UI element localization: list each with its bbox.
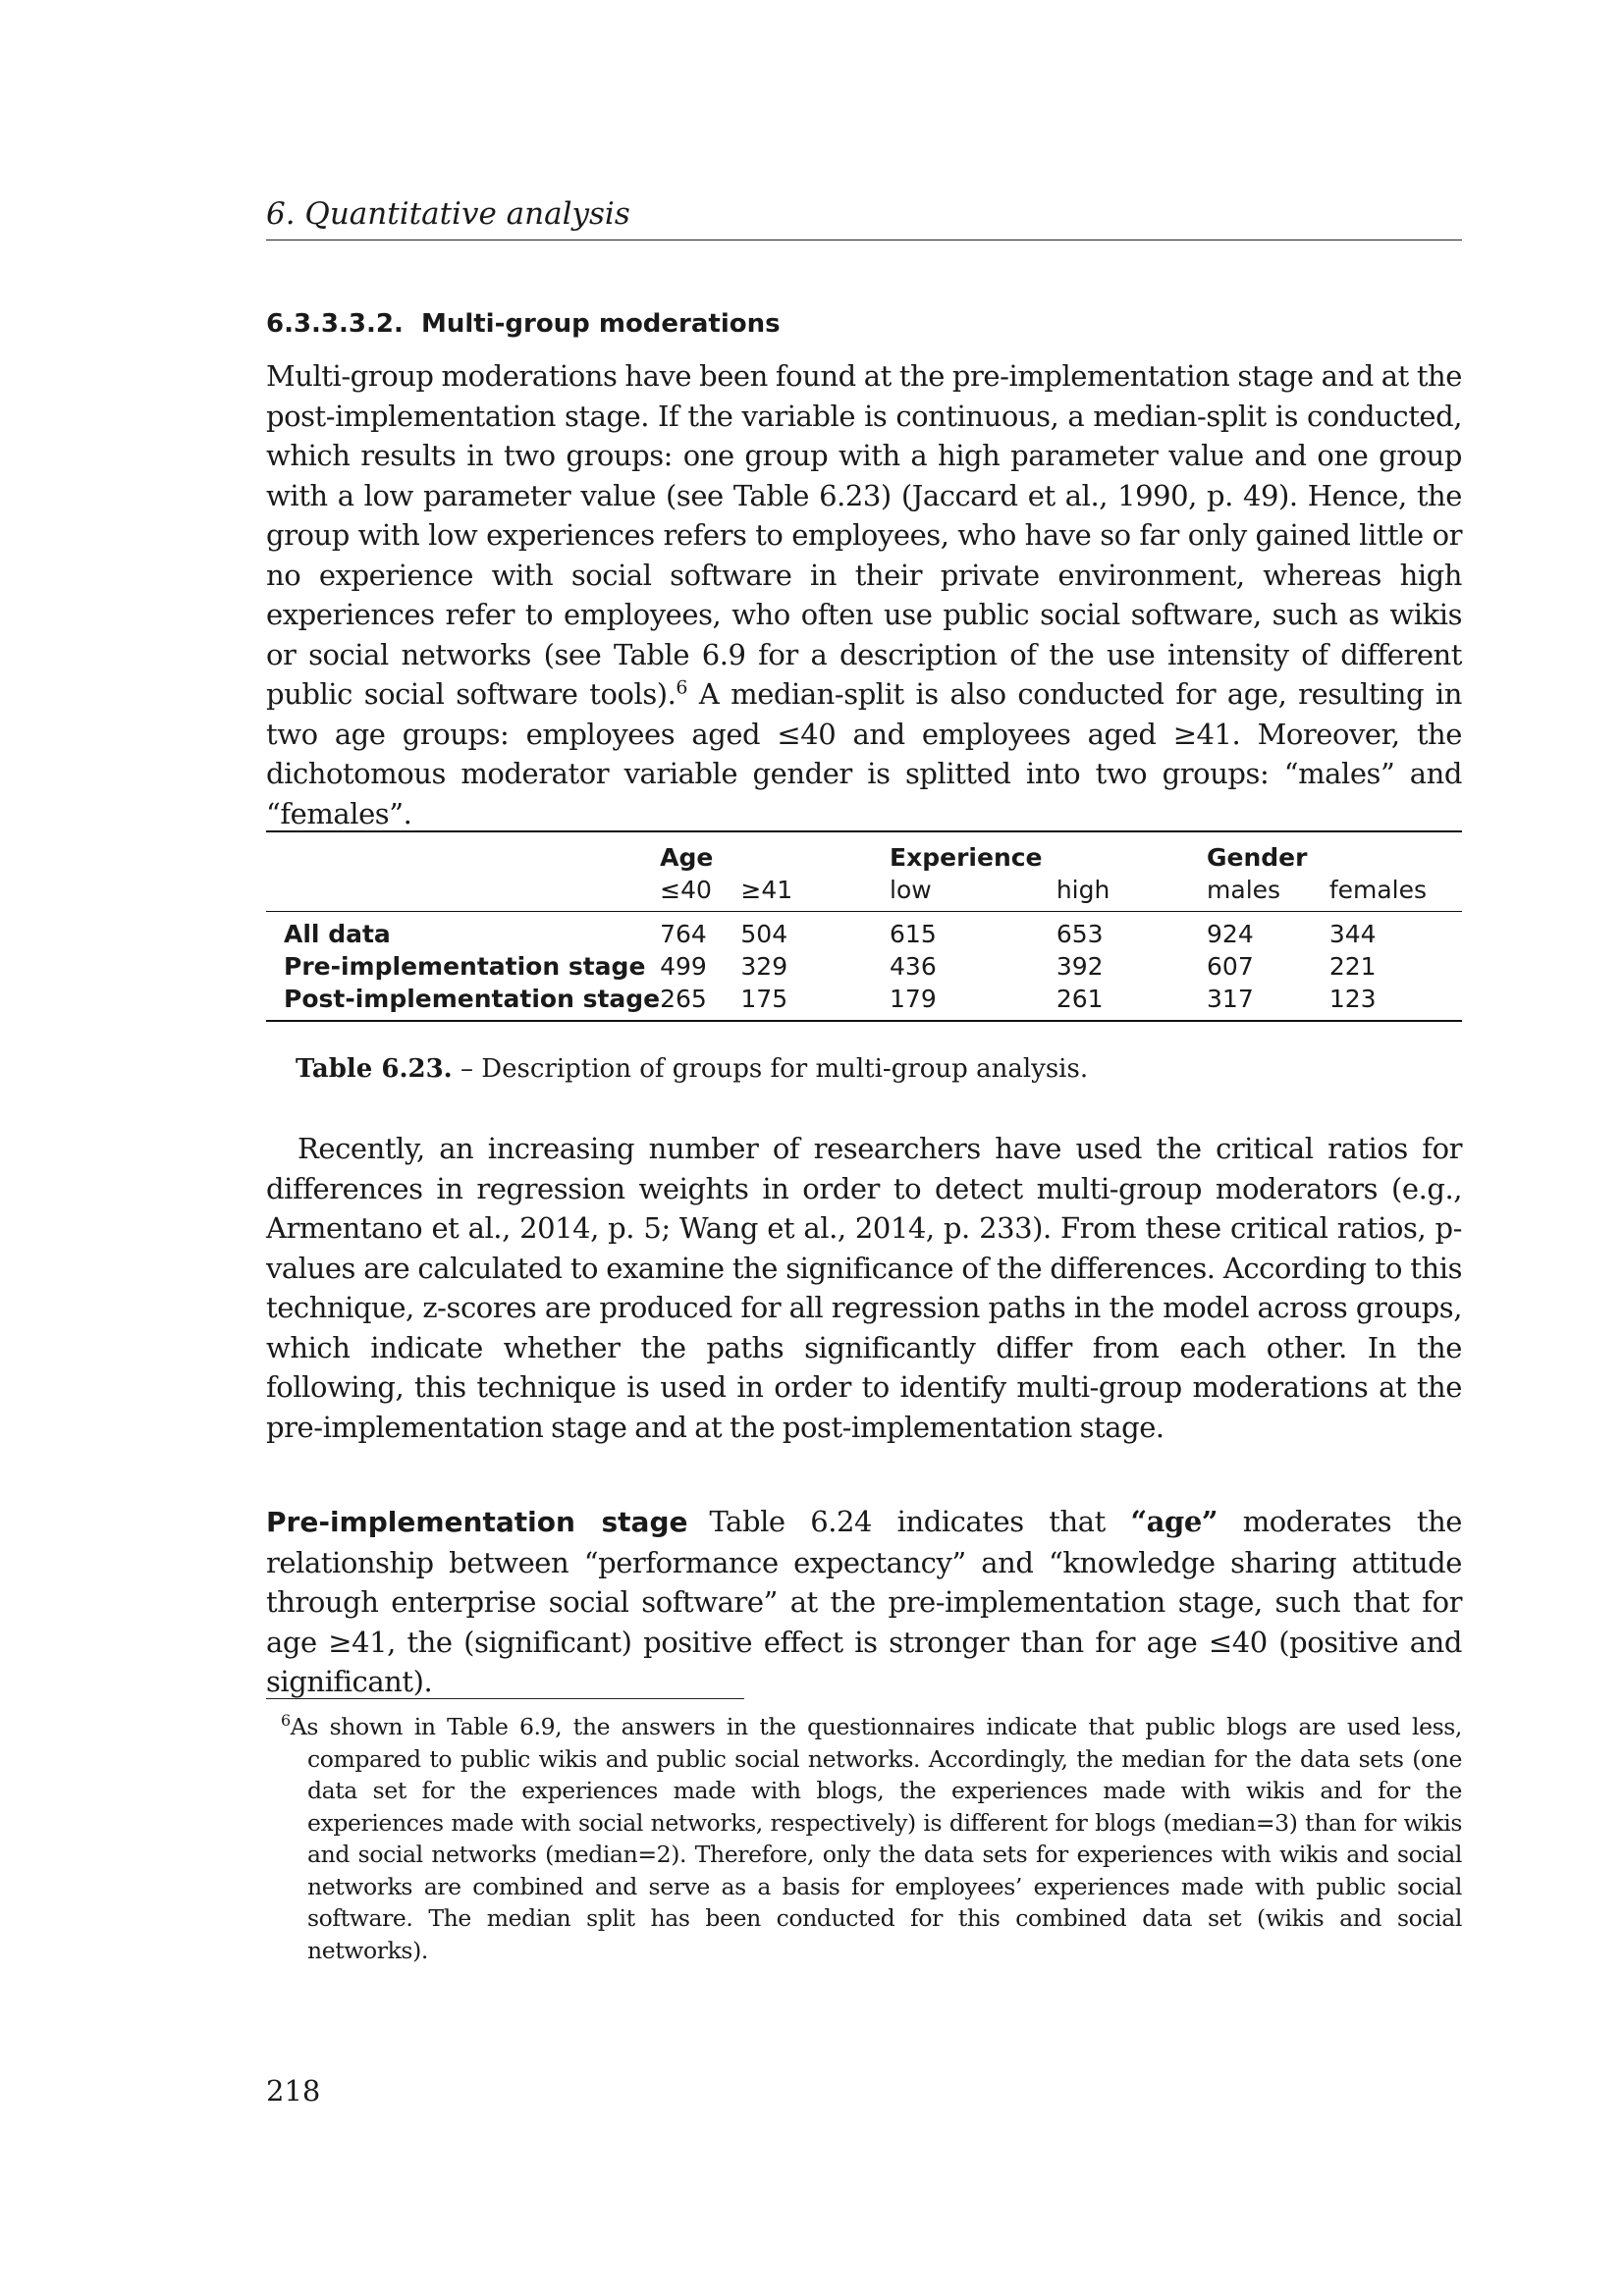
- subheader-age-ge41: ≥41: [740, 876, 793, 904]
- table-row: [266, 983, 1462, 1020]
- subheader-experience-high: high: [1056, 876, 1110, 904]
- table-row: [266, 950, 1462, 983]
- table-cell: 175: [740, 985, 788, 1013]
- section-title: Multi-group moderations: [420, 309, 781, 339]
- table-cell: 504: [740, 920, 788, 948]
- table-cell: 329: [740, 952, 788, 981]
- table-group-header-row: [266, 832, 1462, 874]
- table-cell: 924: [1207, 920, 1254, 948]
- page-number: 218: [266, 2074, 321, 2108]
- footnote-reference[interactable]: 6: [676, 676, 688, 699]
- table-cell: 607: [1207, 952, 1254, 981]
- paragraph-2: Recently, an increasing number of researchers have used the critical ratios for differences in regression weights in order to detect multi-group moderators (e.g., Armentano et al., 2014, p. 5; Wang et al., 2014, p. 233). From these critical ratios, p-values are calculated to examine the significance of the differences. According to this technique, z-scores are produced for all regression paths in the model across groups, which indicate whether the paths significantly differ from each other. In the following, this technique is used in order to identify multi-group moderations at the pre-implementation stage and at the post-implementation stage.: [266, 1132, 1462, 1444]
- paragraph-1-text-a: Multi-group moderations have been found at the pre-implementation stage and at the post-implementation stage. If the variable is continuous, a median-split is conducted, which results in two groups: one group with a high parameter value and one group with a low parameter value (see Table 6.23) (Jaccard et al., 1990, p. 49). Hence, the group with low experiences refers to employees, who have so far only gained little or no experience with social software in their private environment, whereas high experiences refer to employees, who often use public social software, such as wikis or social networks (see Table 6.9 for a description of the use intensity of different public social software tools).: [266, 359, 1462, 711]
- table-caption-label: Table 6.23.: [296, 1054, 453, 1084]
- header-gender: Gender: [1207, 843, 1308, 872]
- table-cell: 179: [890, 985, 937, 1013]
- run-in-heading: Pre-implementation stage: [266, 1506, 688, 1538]
- table-caption-text: – Description of groups for multi-group analysis.: [452, 1054, 1089, 1084]
- running-head: 6. Quantitative analysis: [266, 194, 1462, 240]
- footnote-mark: 6: [281, 1711, 291, 1731]
- paragraph-1-text-b: A median-split is also conducted for age, resulting in two age groups: employees aged ≤40 and employees aged ≥41. Moreover, the dichotomous moderator variable gender is splitted into two groups: “males” and “females”.: [266, 677, 1462, 830]
- groups-table: [266, 830, 1462, 1022]
- subheader-age-le40: ≤40: [660, 876, 712, 904]
- paragraph-3-emphasis: “age”: [1130, 1505, 1218, 1538]
- table-cell: 265: [660, 985, 707, 1013]
- table-cell: 764: [660, 920, 707, 948]
- table-cell: 221: [1328, 952, 1377, 981]
- table-cell: 344: [1328, 920, 1377, 948]
- paragraph-1: [266, 356, 1462, 833]
- subheader-gender-males: males: [1207, 876, 1281, 904]
- table-sub-header-row: [266, 874, 1462, 912]
- table-row: [266, 912, 1462, 951]
- footnote-text: As shown in Table 6.9, the answers in the questionnaires indicate that public blogs are used less, compared to public wikis and public social networks. Accordingly, the median for the data sets (one data set for the experiences made with blogs, the experiences made with wikis and for the experiences made with social networks, respectively) is different for blogs (median=3) than for wikis and social networks (median=2). Therefore, only the data sets for experiences with wikis and social networks are combined and serve as a basis for employees’ experiences made with public social software. The median split has been conducted for this combined data set (wikis and social networks).: [290, 1713, 1462, 1964]
- header-age: Age: [660, 843, 714, 872]
- row-label: Pre-implementation stage: [284, 952, 646, 981]
- footnote-body: [281, 1711, 1462, 1966]
- section-number: 6.3.3.3.2.: [266, 309, 404, 339]
- table-cell: 653: [1056, 920, 1104, 948]
- table-cell: 392: [1056, 952, 1104, 981]
- row-label: Post-implementation stage: [284, 985, 661, 1013]
- table-cell: 499: [660, 952, 707, 981]
- header-experience: Experience: [890, 843, 1043, 872]
- row-label: All data: [284, 920, 391, 948]
- subheader-gender-females: females: [1328, 876, 1428, 904]
- paragraph-3-text-a: Table 6.24 indicates that: [709, 1505, 1131, 1538]
- table-cell: 317: [1207, 985, 1254, 1013]
- table-cell: 261: [1056, 985, 1104, 1013]
- paragraph-3: [266, 1502, 1462, 1702]
- section-heading: [266, 307, 781, 341]
- table-caption: [296, 1051, 1088, 1087]
- subheader-experience-low: low: [890, 876, 932, 904]
- footnote: [281, 1711, 1462, 1966]
- footnote-rule: [266, 1698, 744, 1699]
- table-cell: 123: [1328, 985, 1377, 1013]
- table-cell: 436: [890, 952, 937, 981]
- paragraph-3-text-b: moderates the relationship between “performance expectancy” and “knowledge sharing attitude through enterprise social software” at the pre-implementation stage, such that for age ≥41, the (significant) positive effect is stronger than for age ≤40 (positive and significant).: [266, 1505, 1463, 1698]
- table-cell: 615: [890, 920, 937, 948]
